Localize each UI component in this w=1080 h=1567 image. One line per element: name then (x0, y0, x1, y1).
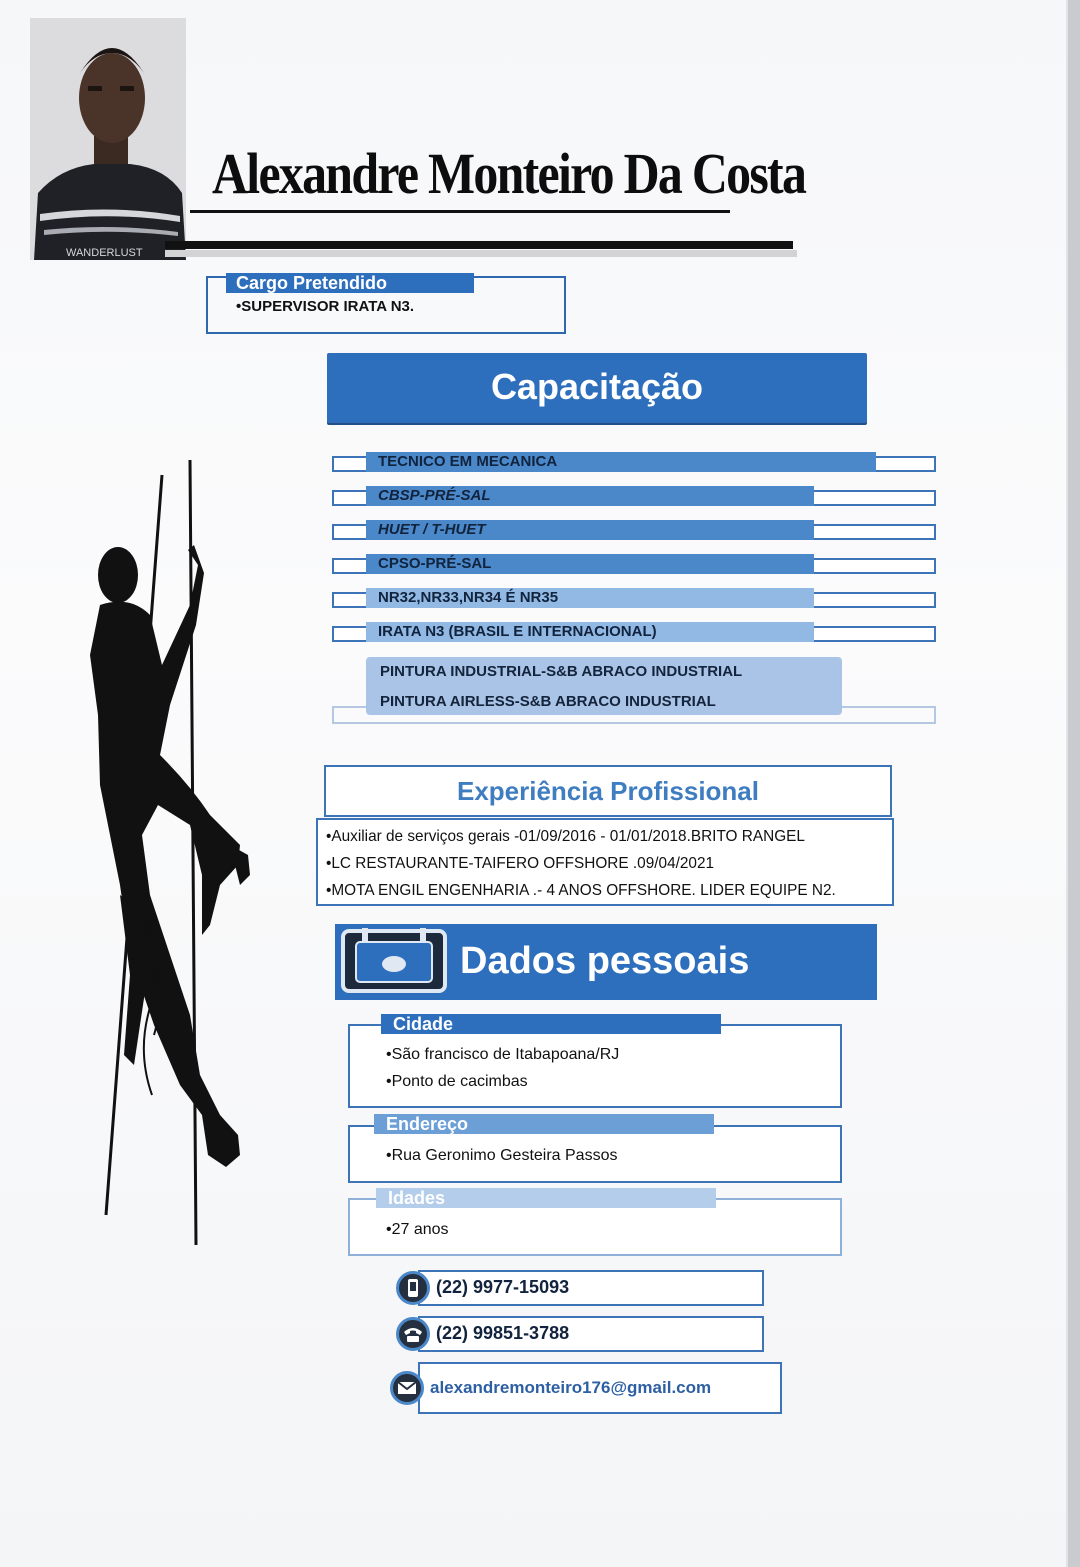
candidate-name: Alexandre Monteiro Da Costa (212, 141, 806, 206)
shirt-print: WANDERLUST (66, 247, 143, 259)
experiencia-item: •Auxiliar de serviços gerais -01/09/2016 - 01/01/2018.BRITO RANGEL (326, 828, 805, 845)
name-underline (190, 210, 730, 213)
header-rule (165, 241, 793, 249)
idades-label: Idades (376, 1188, 716, 1208)
page-edge (1068, 0, 1080, 1567)
header-rule-shadow (165, 250, 797, 257)
telephone-icon (396, 1317, 430, 1351)
cidade-line: •São francisco de Itabapoana/RJ (386, 1046, 620, 1063)
cap-item: PINTURA INDUSTRIAL-S&B ABRACO INDUSTRIAL (380, 663, 743, 680)
phone-number: (22) 9977-15093 (436, 1277, 570, 1297)
page-edge-shadow (1066, 0, 1068, 1567)
experiencia-item: •LC RESTAURANTE-TAIFERO OFFSHORE .09/04/2021 (326, 855, 715, 872)
experiencia-heading: Experiência Profissional (324, 765, 892, 817)
endereco-label: Endereço (374, 1114, 714, 1134)
endereco-line: •Rua Geronimo Gesteira Passos (386, 1147, 618, 1164)
envelope-icon (390, 1371, 424, 1405)
cargo-value: •SUPERVISOR IRATA N3. (236, 298, 415, 315)
idades-line: •27 anos (386, 1221, 449, 1238)
experiencia-item: •MOTA ENGIL ENGENHARIA .- 4 ANOS OFFSHORE. LIDER EQUIPE N2. (326, 882, 836, 899)
dados-pessoais-heading: Dados pessoais (460, 940, 750, 982)
profile-photo (30, 18, 186, 260)
cap-pintura-block (366, 657, 842, 715)
cargo-label: Cargo Pretendido (226, 273, 474, 293)
email-address: alexandremonteiro176@gmail.com (430, 1378, 712, 1397)
mobile-phone-icon (396, 1271, 430, 1305)
cidade-label: Cidade (381, 1014, 721, 1034)
phone-number: (22) 99851-3788 (436, 1323, 570, 1343)
cidade-line: •Ponto de cacimbas (386, 1073, 528, 1090)
rope-access-climber-illustration (90, 455, 260, 1250)
capacitacao-heading: Capacitação (327, 353, 867, 423)
cidade-box (348, 1024, 842, 1108)
id-card-icon (340, 928, 448, 994)
cap-item: PINTURA AIRLESS-S&B ABRACO INDUSTRIAL (380, 693, 716, 710)
